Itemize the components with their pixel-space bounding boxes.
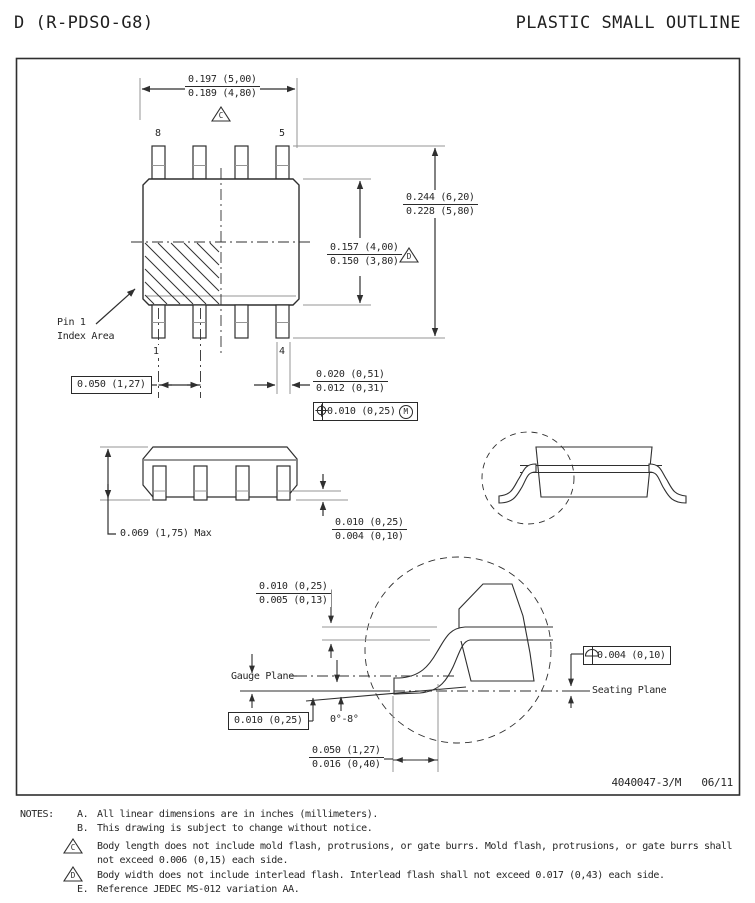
revision-date: 06/11: [701, 776, 733, 789]
page-title-left: D (R-PDSO-G8): [14, 13, 154, 33]
dim-lead-thickness: [256, 580, 331, 607]
pin1-leader: [96, 289, 135, 324]
note-flag-d-letter: D: [406, 252, 412, 261]
dim-height-max: 0.069 (1,75) Max: [120, 528, 212, 539]
dim-gauge-to-seating-boxed: 0.010 (0,25): [228, 712, 309, 730]
top-view-bottom-pins: [152, 305, 289, 338]
dim-foot-length-min: 0.016 (0,40): [312, 759, 381, 770]
note-a-text: All linear dimensions are in inches (millimeters).: [97, 809, 379, 820]
pin1-index-label-line1: Pin 1: [57, 317, 86, 328]
dim-overall-width: [403, 191, 478, 218]
fcf-seating-value: 0.004 (0,10): [597, 650, 666, 661]
dim-body-width-max: 0.157 (4,00): [327, 241, 402, 255]
fcf-position-value: 0.010 (0,25): [327, 406, 396, 417]
end-view-left-lead: [499, 464, 536, 503]
dim-body-width-min: 0.150 (3,80): [330, 256, 399, 267]
note-c-text-line1: Body length does not include mold flash, protrusions, or gate burrs. Mold flash, protrusions, or gate burrs shall: [97, 841, 733, 852]
mmc-modifier: M: [399, 405, 413, 419]
detail-lead-outer: [394, 627, 470, 694]
fcf-value-cell: [592, 647, 670, 664]
dim-lead-thickness-min: 0.005 (0,13): [259, 595, 328, 606]
drawing-number: 4040047-3/M: [611, 776, 682, 789]
detail-body-edge: [459, 584, 534, 681]
dim-standoff-min: 0.004 (0,10): [335, 531, 404, 542]
dim-standoff-max: 0.010 (0,25): [332, 516, 407, 530]
side-view: [100, 447, 348, 534]
note-flag-d: [399, 247, 419, 263]
seating-plane-label: Seating Plane: [592, 685, 667, 696]
dim-foot-length: [309, 744, 384, 771]
dim-standoff-lines: [292, 474, 348, 516]
note-a-key: A.: [77, 809, 89, 820]
fcf-seating-plane: [583, 646, 671, 665]
top-view: [96, 78, 445, 398]
dim-overall-width-max: 0.244 (6,20): [403, 191, 478, 205]
fcf-value-cell: [322, 403, 417, 420]
end-view: [482, 432, 686, 524]
top-view-top-pins: [152, 146, 289, 179]
dim-pitch-boxed: 0.050 (1,27): [71, 376, 152, 394]
page-title-right: PLASTIC SMALL OUTLINE: [515, 13, 741, 33]
fcf-symbol-cell: [314, 403, 322, 420]
note-e-key: E.: [77, 884, 89, 895]
note-flag-c: [211, 106, 231, 122]
gauge-plane-label: Gauge Plane: [231, 671, 294, 682]
dim-lead-width-min: 0.012 (0,31): [316, 383, 385, 394]
pin-label-4: 4: [279, 346, 285, 357]
fcf-symbol-cell: [584, 647, 592, 664]
dim-foot-length-max: 0.050 (1,27): [309, 744, 384, 758]
dim-lead-width-max: 0.020 (0,51): [313, 368, 388, 382]
note-c-flag: [63, 838, 83, 854]
pin-label-1: 1: [153, 346, 159, 357]
note-c-flag-letter: C: [70, 843, 76, 852]
notes-title: NOTES:: [20, 809, 54, 820]
end-view-right-lead: [649, 464, 686, 503]
note-d-text: Body width does not include interlead flash. Interlead flash shall not exceed 0.017 (0,43) each side.: [97, 870, 665, 881]
dim-standoff: [332, 516, 407, 543]
pin-label-8: 8: [155, 128, 161, 139]
pin1-index-label-line2: Index Area: [57, 331, 115, 342]
dim-body-length: [185, 73, 260, 100]
foot-angle-line: [306, 687, 466, 701]
fcf-position-tolerance: [313, 402, 418, 421]
note-e-text: Reference JEDEC MS-012 variation AA.: [97, 884, 300, 895]
note-b-text: This drawing is subject to change without notice.: [97, 823, 373, 834]
profile-of-surface-icon: [584, 647, 600, 658]
title-block: [430, 776, 733, 789]
dim-foot-length-lines: [381, 684, 438, 772]
note-b-key: B.: [77, 823, 89, 834]
dim-overall-width-min: 0.228 (5,80): [406, 206, 475, 217]
dim-body-width: [327, 241, 402, 268]
lead-angle-label: 0°-8°: [330, 714, 359, 725]
dim-lead-thickness-max: 0.010 (0,25): [256, 580, 331, 594]
pin-label-5: 5: [279, 128, 285, 139]
dim-lead-width: [313, 368, 388, 395]
dim-body-length-min: 0.189 (4,80): [188, 88, 257, 99]
note-d-flag-letter: D: [70, 871, 76, 880]
dim-body-length-max: 0.197 (5,00): [185, 73, 260, 87]
note-c-text-line2: not exceed 0.006 (0,15) each side.: [97, 855, 289, 866]
note-d-flag: [63, 866, 83, 882]
note-flag-c-letter: C: [218, 111, 224, 120]
position-tolerance-icon: [314, 403, 329, 418]
